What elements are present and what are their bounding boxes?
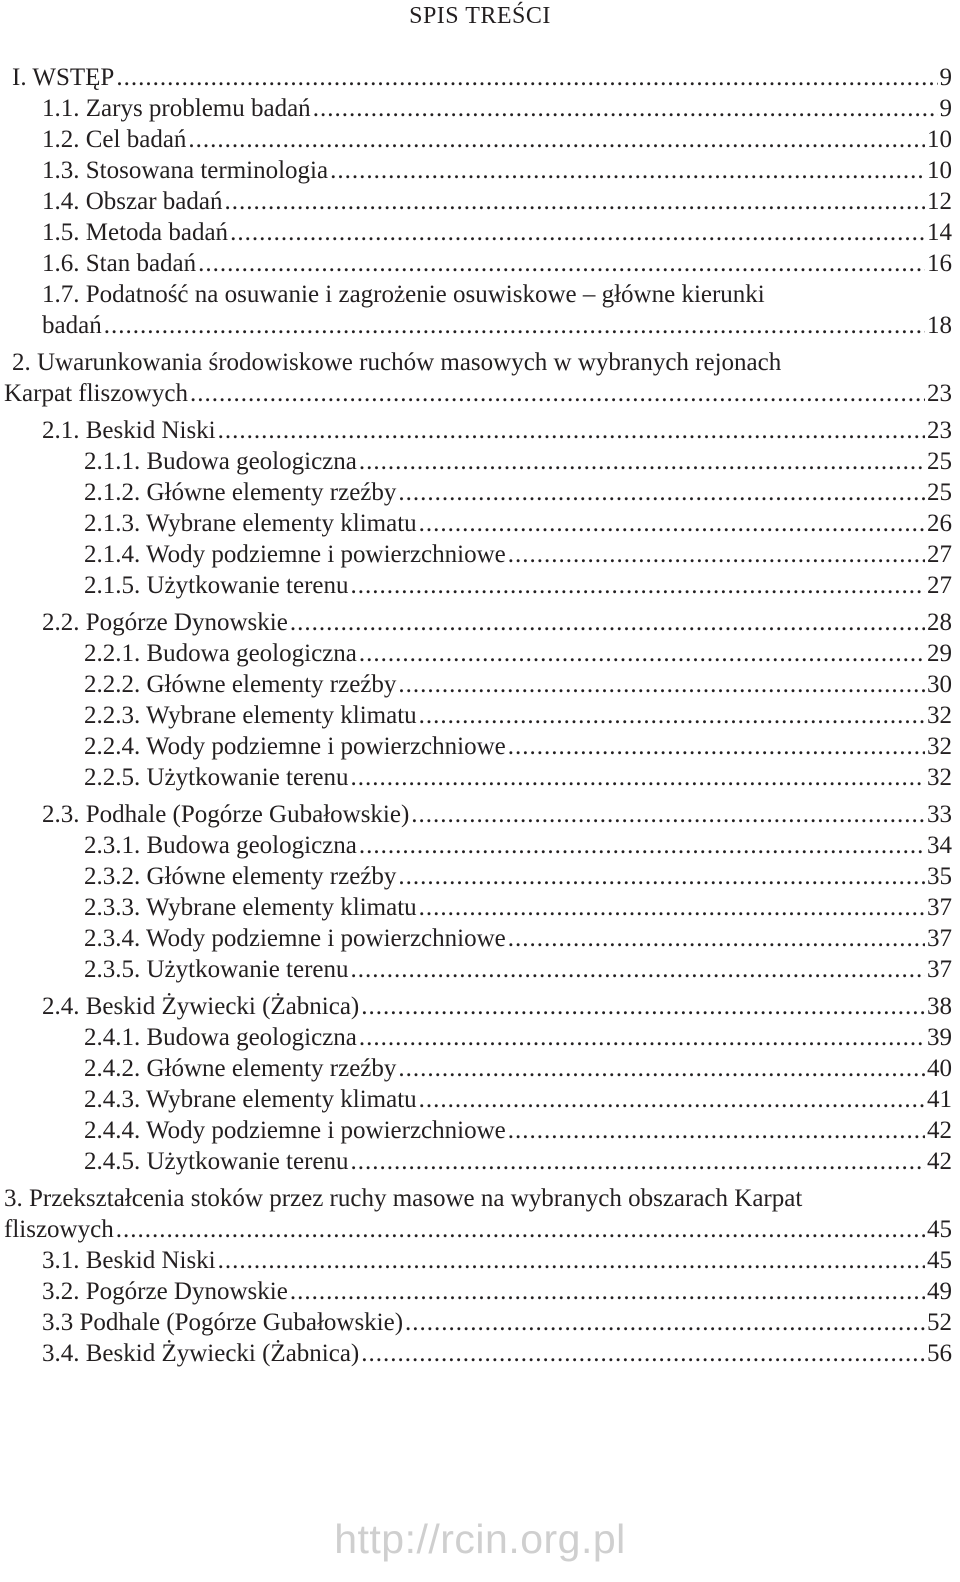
toc-entry-label-first-line: 2. Uwarunkowania środowiskowe ruchów masowych w wybranych rejonach [12, 349, 782, 376]
leader-dots [218, 415, 925, 446]
toc-entry-page: 45 [927, 1247, 952, 1274]
toc-entry-page: 52 [927, 1309, 952, 1336]
toc-entry-label: badań [42, 312, 102, 339]
toc-entry-page: 18 [927, 312, 952, 339]
toc-entry-page: 33 [927, 801, 952, 828]
toc-entry-page: 37 [927, 956, 952, 983]
toc-entry-page: 10 [927, 126, 952, 153]
leader-dots [116, 1214, 925, 1245]
toc-entry-label: 2.4.4. Wody podziemne i powierzchniowe [84, 1117, 506, 1144]
leader-dots [419, 508, 925, 539]
toc-entry[interactable] [0, 1183, 952, 1245]
toc-entry-label: 2.1.3. Wybrane elementy klimatu [84, 510, 417, 537]
toc-entry-page: 27 [927, 541, 952, 568]
toc-entry-label: 2.1.2. Główne elementy rzeźby [84, 479, 397, 506]
toc-entry-page: 34 [927, 832, 952, 859]
toc-entry[interactable] [0, 762, 952, 793]
toc-entry-label: 2.3.5. Użytkowanie terenu [84, 956, 349, 983]
leader-dots [330, 155, 925, 186]
toc-entry-label: 2.2.1. Budowa geologiczna [84, 640, 357, 667]
leader-dots [508, 1115, 925, 1146]
leader-dots [218, 1245, 925, 1276]
leader-dots [116, 62, 937, 93]
watermark-url: http://rcin.org.pl [334, 1516, 626, 1562]
leader-dots [351, 762, 925, 793]
leader-dots [361, 1338, 925, 1369]
leader-dots [359, 1022, 925, 1053]
toc-entry-page: 49 [927, 1278, 952, 1305]
leader-dots [508, 731, 925, 762]
toc-entry-label: 1.5. Metoda badań [42, 219, 229, 246]
toc-entry[interactable] [0, 1053, 952, 1084]
toc-entry-label: 1.1. Zarys problemu badań [42, 95, 311, 122]
toc-entry[interactable] [0, 991, 952, 1022]
toc-entry-page: 38 [927, 993, 952, 1020]
toc-entry-page: 32 [927, 764, 952, 791]
toc-entry[interactable] [0, 731, 952, 762]
leader-dots [361, 991, 925, 1022]
toc-entry-page: 27 [927, 572, 952, 599]
toc-entry[interactable] [0, 1245, 952, 1276]
toc-entry[interactable] [0, 954, 952, 985]
toc-entry[interactable] [0, 892, 952, 923]
leader-dots [359, 446, 925, 477]
toc-entry-label: 3.4. Beskid Żywiecki (Żabnica) [42, 1340, 360, 1367]
leader-dots [190, 378, 925, 409]
toc-entry[interactable] [0, 93, 952, 124]
toc-entry-page: 10 [927, 157, 952, 184]
toc-entry-label-first-line: 1.7. Podatność na osuwanie i zagrożenie osuwiskowe – główne kierunki [42, 281, 765, 308]
toc-entry[interactable] [0, 570, 952, 601]
toc-entry[interactable] [0, 1146, 952, 1177]
toc-entry-label: 2.3.2. Główne elementy rzeźby [84, 863, 397, 890]
toc-entry[interactable] [0, 830, 952, 861]
leader-dots [230, 217, 925, 248]
leader-dots [419, 892, 925, 923]
toc-entry-page: 42 [927, 1117, 952, 1144]
leader-dots [351, 1146, 925, 1177]
leader-dots [398, 669, 925, 700]
leader-dots [508, 923, 925, 954]
toc-entry-page: 26 [927, 510, 952, 537]
leader-dots [508, 539, 925, 570]
toc-entry-label: fliszowych [4, 1216, 114, 1243]
toc-entry-label: 3.2. Pogórze Dynowskie [42, 1278, 288, 1305]
toc-entry[interactable] [0, 799, 952, 830]
leader-dots [104, 310, 925, 341]
toc-entry-page: 32 [927, 702, 952, 729]
toc-entry-page: 56 [927, 1340, 952, 1367]
toc-entry[interactable] [0, 861, 952, 892]
toc-entry-page: 40 [927, 1055, 952, 1082]
leader-dots [398, 1053, 925, 1084]
toc-entry-label: 1.4. Obszar badań [42, 188, 223, 215]
toc-entry[interactable] [0, 217, 952, 248]
toc-entry-page: 42 [927, 1148, 952, 1175]
toc-entry-label: 2.4. Beskid Żywiecki (Żabnica) [42, 993, 360, 1020]
toc-entry[interactable] [0, 1276, 952, 1307]
toc-entry-page: 39 [927, 1024, 952, 1051]
toc-entry-page: 41 [927, 1086, 952, 1113]
toc-entry-label: 2.1.1. Budowa geologiczna [84, 448, 357, 475]
toc-entry-label: 2.3.3. Wybrane elementy klimatu [84, 894, 417, 921]
toc-entry-page: 32 [927, 733, 952, 760]
toc-entry[interactable] [0, 1022, 952, 1053]
toc-entry-page: 45 [927, 1216, 952, 1243]
toc-entry-label: 2.2.5. Użytkowanie terenu [84, 764, 349, 791]
toc-entry[interactable] [0, 186, 952, 217]
toc-entry-page: 28 [927, 609, 952, 636]
leader-dots [225, 186, 926, 217]
toc-entry[interactable] [0, 124, 952, 155]
toc-entry[interactable] [0, 446, 952, 477]
toc-entry[interactable] [0, 1338, 952, 1369]
toc-entry[interactable] [0, 607, 952, 638]
toc-entry[interactable] [0, 1115, 952, 1146]
toc-entry-label: 2.4.1. Budowa geologiczna [84, 1024, 357, 1051]
toc-entry[interactable] [0, 415, 952, 446]
leader-dots [290, 607, 925, 638]
leader-dots [290, 1276, 925, 1307]
toc-entry-label: 1.2. Cel badań [42, 126, 187, 153]
toc-entry[interactable] [0, 539, 952, 570]
page-title: SPIS TREŚCI [409, 3, 551, 29]
leader-dots [398, 861, 925, 892]
leader-dots [351, 570, 925, 601]
toc-entry-page: 25 [927, 448, 952, 475]
toc-entry[interactable] [0, 477, 952, 508]
toc-entry-page: 16 [927, 250, 952, 277]
toc-entry-page: 23 [927, 417, 952, 444]
toc-entry-label: 2.1. Beskid Niski [42, 417, 216, 444]
toc-entry[interactable] [0, 1307, 952, 1338]
table-of-contents [0, 62, 952, 1369]
toc-entry[interactable] [0, 62, 952, 93]
toc-entry-label: 3.1. Beskid Niski [42, 1247, 216, 1274]
toc-entry[interactable] [0, 1084, 952, 1115]
toc-entry-page: 12 [927, 188, 952, 215]
toc-entry-page: 30 [927, 671, 952, 698]
toc-entry-label: 3.3 Podhale (Pogórze Gubałowskie) [42, 1309, 404, 1336]
toc-entry[interactable] [0, 669, 952, 700]
toc-entry-label: 2.4.5. Użytkowanie terenu [84, 1148, 349, 1175]
leader-dots [419, 700, 925, 731]
toc-entry-label: 2.1.4. Wody podziemne i powierzchniowe [84, 541, 506, 568]
toc-entry[interactable] [0, 155, 952, 186]
leader-dots [411, 799, 925, 830]
toc-entry[interactable] [0, 700, 952, 731]
toc-entry[interactable] [0, 279, 952, 341]
toc-entry[interactable] [0, 508, 952, 539]
toc-entry-page: 37 [927, 894, 952, 921]
leader-dots [359, 638, 925, 669]
toc-entry-page: 25 [927, 479, 952, 506]
toc-entry-label: 2.2. Pogórze Dynowskie [42, 609, 288, 636]
toc-entry-label: 2.1.5. Użytkowanie terenu [84, 572, 349, 599]
toc-entry-label: 2.3. Podhale (Pogórze Gubałowskie) [42, 801, 410, 828]
toc-entry-label: I. WSTĘP [12, 64, 115, 91]
toc-entry-page: 9 [939, 64, 952, 91]
toc-entry-page: 9 [939, 95, 952, 122]
leader-dots [188, 124, 925, 155]
leader-dots [359, 830, 925, 861]
toc-entry-page: 37 [927, 925, 952, 952]
leader-dots [313, 93, 938, 124]
toc-entry[interactable] [0, 347, 952, 409]
leader-dots [351, 954, 925, 985]
toc-entry-label: 2.2.2. Główne elementy rzeźby [84, 671, 397, 698]
toc-entry-page: 29 [927, 640, 952, 667]
toc-entry[interactable] [0, 923, 952, 954]
leader-dots [419, 1084, 925, 1115]
toc-entry[interactable] [0, 248, 952, 279]
leader-dots [398, 477, 925, 508]
toc-entry-label: 2.2.3. Wybrane elementy klimatu [84, 702, 417, 729]
toc-entry-label: 2.4.2. Główne elementy rzeźby [84, 1055, 397, 1082]
leader-dots [405, 1307, 925, 1338]
toc-entry-label: Karpat fliszowych [4, 380, 188, 407]
toc-entry-label: 1.3. Stosowana terminologia [42, 157, 329, 184]
toc-entry[interactable] [0, 638, 952, 669]
toc-entry-page: 14 [927, 219, 952, 246]
toc-entry-page: 35 [927, 863, 952, 890]
leader-dots [198, 248, 925, 279]
toc-entry-label: 2.2.4. Wody podziemne i powierzchniowe [84, 733, 506, 760]
toc-entry-label: 2.4.3. Wybrane elementy klimatu [84, 1086, 417, 1113]
toc-entry-label-first-line: 3. Przekształcenia stoków przez ruchy masowe na wybranych obszarach Karpat [4, 1185, 803, 1212]
toc-entry-label: 2.3.1. Budowa geologiczna [84, 832, 357, 859]
toc-entry-page: 23 [927, 380, 952, 407]
toc-entry-label: 2.3.4. Wody podziemne i powierzchniowe [84, 925, 506, 952]
toc-entry-label: 1.6. Stan badań [42, 250, 197, 277]
